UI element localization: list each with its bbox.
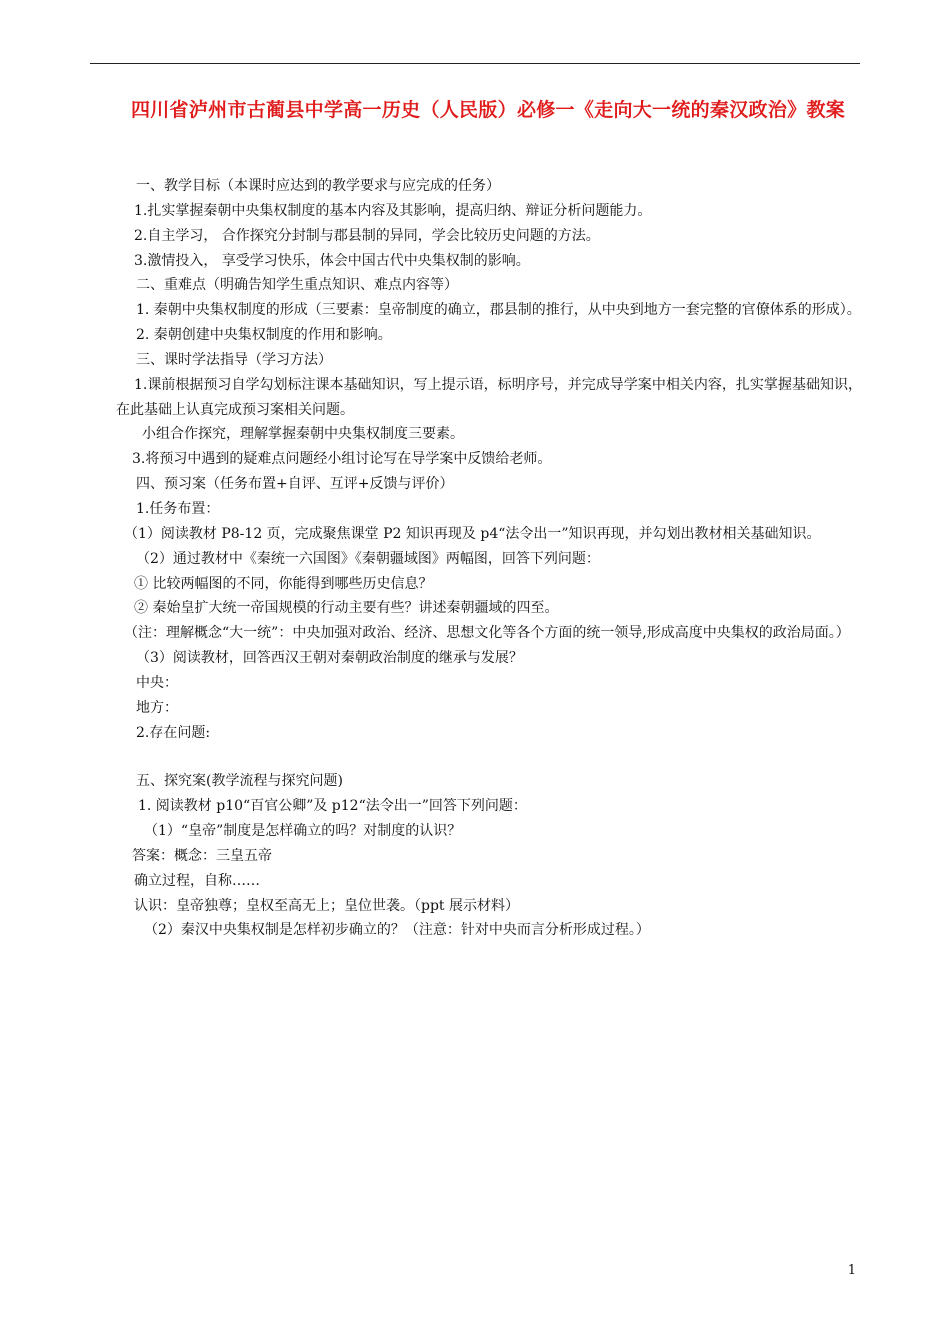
paragraph: 1.扎实掌握秦朝中央集权制度的基本内容及其影响，提高归纳、辩证分析问题能力。 bbox=[134, 202, 652, 219]
section-heading-key-points: 二、重难点（明确告知学生重点知识、难点内容等） bbox=[136, 277, 458, 294]
section-heading-objectives: 一、教学目标（本课时应达到的教学要求与应完成的任务） bbox=[136, 178, 500, 194]
section-heading-methods: 三、课时学法指导（学习方法） bbox=[136, 351, 332, 368]
section-heading-inquiry: 五、探究案(教学流程与探究问题) bbox=[136, 773, 343, 790]
paragraph: 认识：皇帝独尊；皇权至高无上；皇位世袭。（ppt 展示材料） bbox=[134, 897, 519, 914]
paragraph: （注：理解概念“大一统”：中央加强对政治、经济、思想文化等各个方面的统一领导,形成高度中央集权的政治局面。） bbox=[124, 625, 850, 642]
spacer bbox=[116, 745, 862, 769]
header-rule bbox=[90, 63, 860, 64]
paragraph: 2.存在问题: bbox=[136, 724, 211, 741]
paragraph: 1.课前根据预习自学勾划标注课本基础知识，写上提示语，标明序号，并完成导学案中相关内容，扎实掌握基础知识，在此基础上认真完成预习案相关问题。 bbox=[116, 376, 862, 418]
paragraph: （2）秦汉中央集权制是怎样初步确立的？（注意：针对中央而言分析形成过程。） bbox=[144, 922, 650, 939]
paragraph: 1. 秦朝中央集权制度的形成（三要素：皇帝制度的确立，郡县制的推行，从中央到地方一套完整的官僚体系的形成）。 bbox=[136, 302, 861, 319]
paragraph: （3）阅读教材，回答西汉王朝对秦朝政治制度的继承与发展？ bbox=[136, 650, 523, 667]
document-body bbox=[116, 174, 862, 943]
paragraph: 2. 秦朝创建中央集权制度的作用和影响。 bbox=[136, 327, 392, 344]
paragraph: 3.激情投入， 享受学习快乐，体会中国古代中央集权制的影响。 bbox=[134, 252, 530, 269]
paragraph: 中央： bbox=[136, 674, 178, 691]
paragraph: 答案：概念：三皇五帝 bbox=[132, 847, 272, 864]
paragraph: （1）“皇帝”制度是怎样确立的吗？对制度的认识？ bbox=[144, 823, 462, 840]
paragraph: （2）通过教材中《秦统一六国图》《秦朝疆域图》两幅图，回答下列问题： bbox=[136, 550, 600, 567]
paragraph: 确立过程，自称…… bbox=[134, 872, 260, 889]
paragraph: ① 比较两幅图的不同，你能得到哪些历史信息？ bbox=[134, 575, 433, 592]
paragraph: （1）阅读教材 P8-12 页，完成聚焦课堂 P2 知识再现及 p4“法令出一”知识再现，并勾划出教材相关基础知识。 bbox=[124, 525, 821, 542]
paragraph: 2.自主学习， 合作探究分封制与郡县制的异同，学会比较历史问题的方法。 bbox=[134, 227, 600, 244]
section-heading-preview: 四、预习案（任务布置+自评、互评+反馈与评价） bbox=[136, 476, 454, 493]
paragraph: 1.任务布置： bbox=[136, 500, 220, 517]
page-number: 1 bbox=[847, 1263, 856, 1278]
paragraph: 1. 阅读教材 p10“百官公卿”及 p12“法令出一”回答下列问题： bbox=[138, 798, 527, 815]
paragraph: 小组合作探究，理解掌握秦朝中央集权制度三要素。 bbox=[142, 426, 464, 443]
paragraph: 地方： bbox=[136, 699, 178, 716]
paragraph: 3.将预习中遇到的疑难点问题经小组讨论写在导学案中反馈给老师。 bbox=[132, 451, 552, 468]
document-title: 四川省泸州市古蔺县中学高一历史（人民版）必修一《走向大一统的秦汉政治》教案 bbox=[130, 99, 846, 121]
paragraph: ② 秦始皇扩大统一帝国规模的行动主要有些？讲述秦朝疆域的四至。 bbox=[134, 600, 559, 617]
